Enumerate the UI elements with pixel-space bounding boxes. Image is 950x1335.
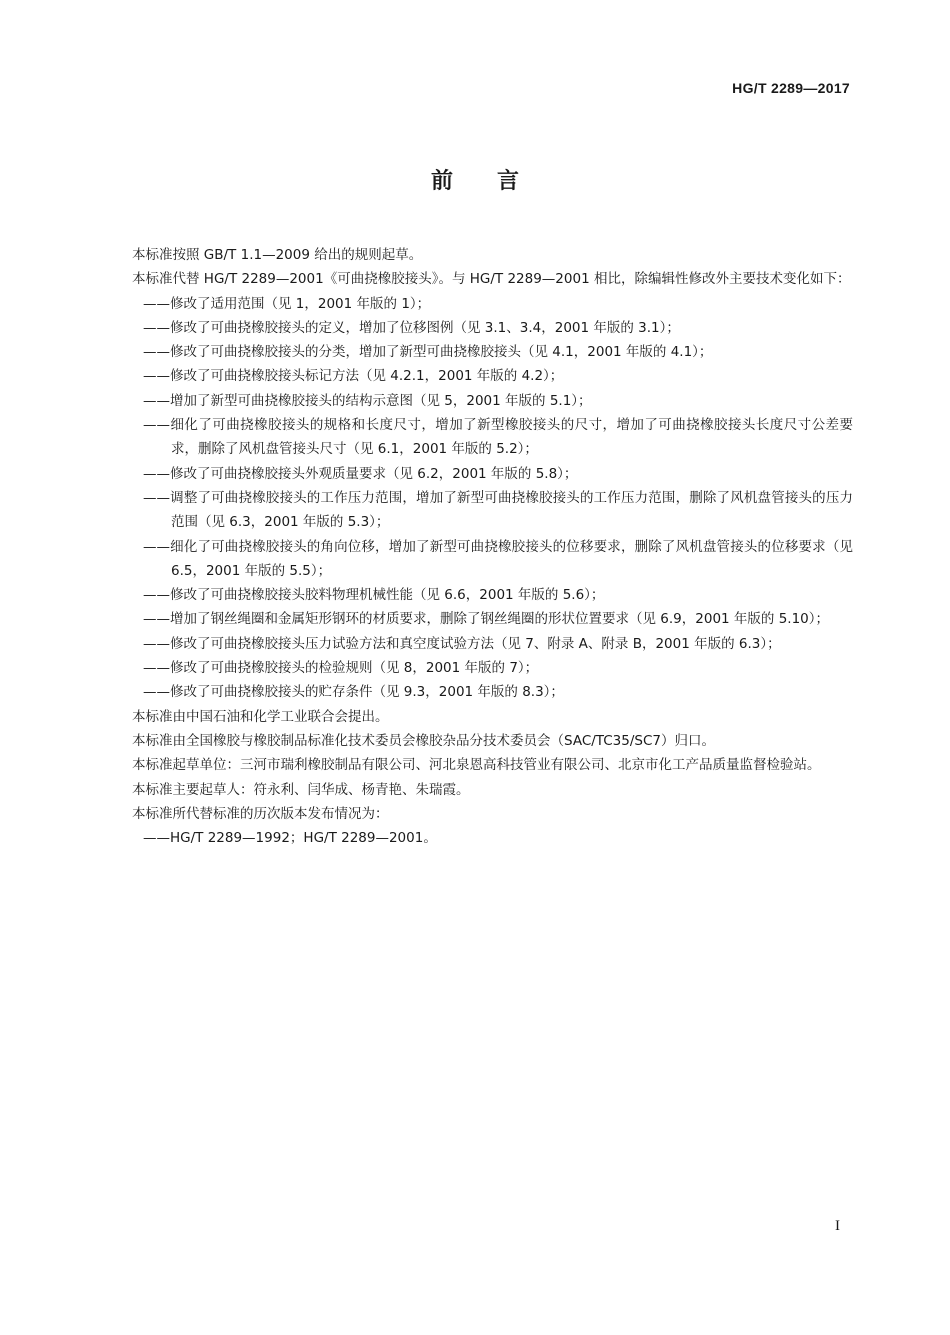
change-item: ——修改了可曲挠橡胶接头压力试验方法和真空度试验方法（见 7、附录 A、附录 B，2001 年版的 6.3）； bbox=[143, 635, 781, 652]
change-item: ——修改了可曲挠橡胶接头胶料物理机械性能（见 6.6，2001 年版的 5.6）； bbox=[143, 587, 605, 604]
change-item: ——修改了可曲挠橡胶接头外观质量要求（见 6.2，2001 年版的 5.8）； bbox=[143, 465, 578, 482]
paragraph-replaces: 本标准代替 HG/T 2289—2001《可曲挠橡胶接头》。与 HG/T 2289—2001 相比，除编辑性修改外主要技术变化如下： bbox=[132, 271, 851, 288]
paragraph-centralized-by: 本标准由全国橡胶与橡胶制品标准化技术委员会橡胶杂品分技术委员会（SAC/TC35/SC7）归口。 bbox=[132, 732, 715, 749]
change-item: ——细化了可曲挠橡胶接头的角向位移，增加了新型可曲挠橡胶接头的位移要求，删除了风机盘管接头的位移要求（见 6.5，2001 年版的 5.5）； bbox=[143, 538, 853, 579]
page-title: 前言 bbox=[430, 169, 563, 194]
change-item: ——增加了新型可曲挠橡胶接头的结构示意图（见 5，2001 年版的 5.1）； bbox=[143, 392, 592, 409]
paragraph-drafters: 本标准主要起草人：符永利、闫华成、杨青艳、朱瑞霞。 bbox=[132, 781, 470, 798]
paragraph-proposed-by: 本标准由中国石油和化学工业联合会提出。 bbox=[132, 708, 389, 725]
change-item: ——细化了可曲挠橡胶接头的规格和长度尺寸，增加了新型橡胶接头的尺寸，增加了可曲挠橡胶接头长度尺寸公差要求，删除了风机盘管接头尺寸（见 6.1，2001 年版的 5.2）； bbox=[143, 417, 853, 458]
change-item: ——修改了可曲挠橡胶接头的检验规则（见 8，2001 年版的 7）； bbox=[143, 660, 539, 677]
paragraph-drafting-rules: 本标准按照 GB/T 1.1—2009 给出的规则起草。 bbox=[132, 247, 423, 263]
paragraph-history-intro: 本标准所代替标准的历次版本发布情况为： bbox=[132, 805, 389, 822]
change-item: ——修改了可曲挠橡胶接头的分类，增加了新型可曲挠橡胶接头（见 4.1，2001 年版的 4.1）； bbox=[143, 344, 713, 361]
change-item: ——修改了可曲挠橡胶接头标记方法（见 4.2.1，2001 年版的 4.2）； bbox=[143, 368, 564, 385]
change-item: ——修改了适用范围（见 1，2001 年版的 1）； bbox=[143, 295, 431, 312]
page-number: I bbox=[835, 1218, 840, 1234]
change-item: ——调整了可曲挠橡胶接头的工作压力范围，增加了新型可曲挠橡胶接头的工作压力范围，删除了风机盘管接头的压力范围（见 6.3，2001 年版的 5.3）； bbox=[143, 489, 853, 531]
standard-code: HG/T 2289—2017 bbox=[732, 80, 850, 96]
document-body bbox=[105, 243, 853, 850]
paragraph-drafting-units: 本标准起草单位：三河市瑞利橡胶制品有限公司、河北泉恩高科技管业有限公司、北京市化工产品质量监督检验站。 bbox=[132, 757, 821, 774]
change-item: ——增加了钢丝绳圈和金属矩形钢环的材质要求，删除了钢丝绳圈的形状位置要求（见 6.9，2001 年版的 5.10）； bbox=[143, 611, 830, 628]
change-item: ——修改了可曲挠橡胶接头的定义，增加了位移图例（见 3.1、3.4，2001 年版的 3.1）； bbox=[143, 319, 680, 336]
change-item: ——修改了可曲挠橡胶接头的贮存条件（见 9.3，2001 年版的 8.3）； bbox=[143, 684, 564, 701]
history-item: ——HG/T 2289—1992；HG/T 2289—2001。 bbox=[143, 830, 437, 847]
